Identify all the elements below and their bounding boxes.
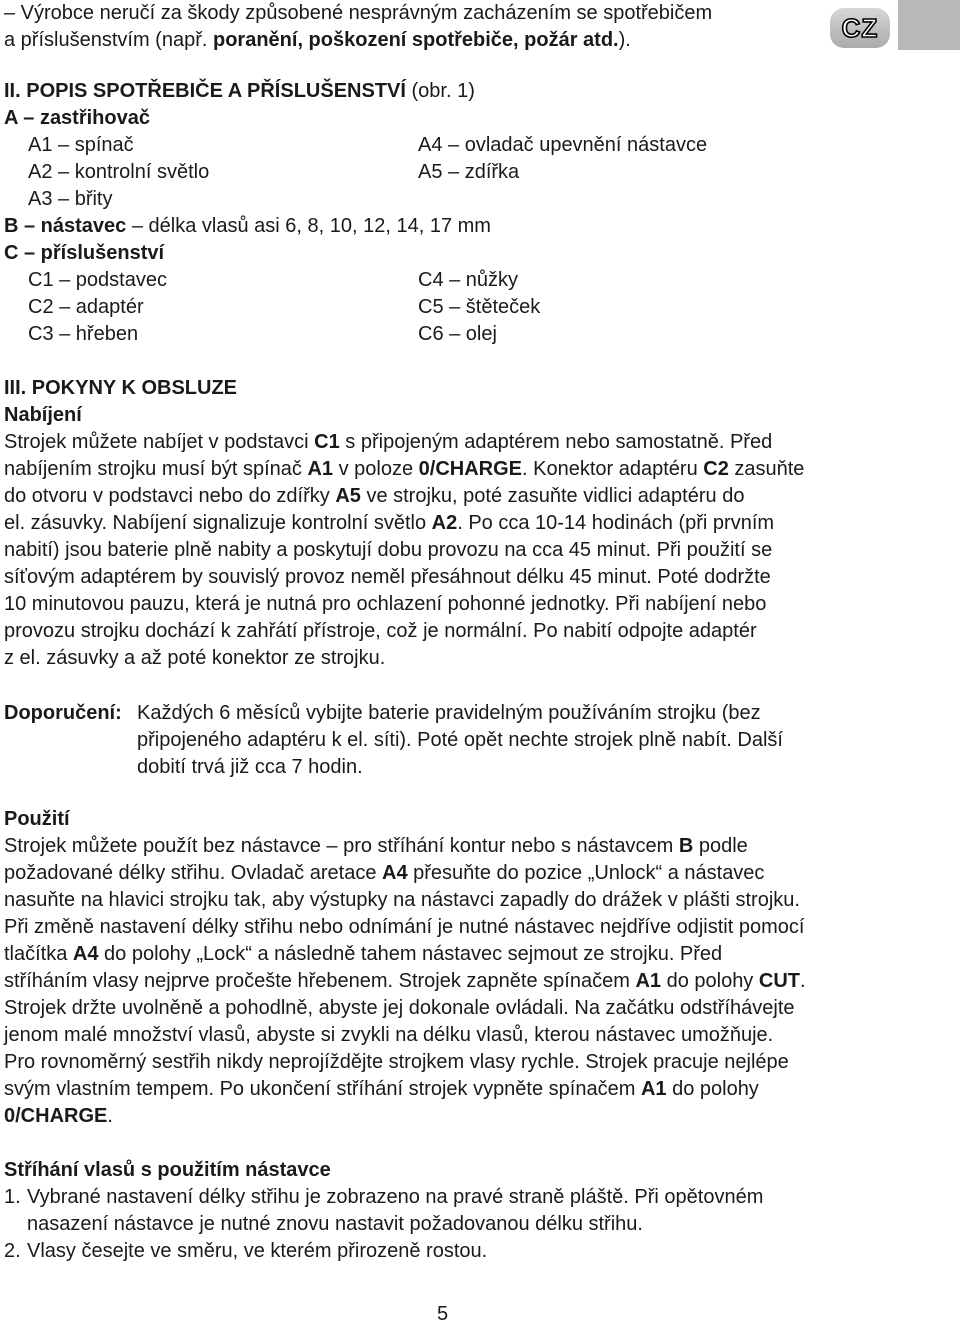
- charging-line-8: provozu strojku dochází k zahřátí přístroje, což je normální. Po nabití odpojte adaptér: [4, 620, 757, 642]
- section-3-title: III. POKYNY K OBSLUZE: [4, 377, 237, 399]
- charging-line-1: Strojek můžete nabíjet v podstavci C1 s připojeným adaptérem nebo samostatně. Před: [4, 431, 773, 453]
- accessory-c4: C4 – nůžky: [418, 269, 519, 291]
- language-badge: [830, 8, 890, 48]
- usage-line-5: tlačítka A4 do polohy „Lock“ a následně tahem nástavec sejmout ze strojku. Před: [4, 943, 723, 965]
- usage-line-11: 0/CHARGE.: [4, 1105, 113, 1127]
- page-number: 5: [437, 1303, 449, 1325]
- charging-title: Nabíjení: [4, 404, 82, 426]
- recommendation-line-2: připojeného adaptéru k el. síti). Poté opět nechte strojek plně nabít. Další: [137, 729, 783, 751]
- attachment-item-1-number: 1.: [4, 1186, 21, 1208]
- accessory-c1: C1 – podstavec: [28, 269, 167, 291]
- accessory-c3: C3 – hřeben: [28, 323, 139, 345]
- component-a5: A5 – zdířka: [418, 161, 520, 183]
- attachment-item-2-line-1: Vlasy česejte ve směru, ve kterém přirozeně rostou.: [27, 1240, 488, 1262]
- accessory-c2: C2 – adaptér: [28, 296, 144, 318]
- attachment-item-1-line-2: nasazení nástavce je nutné znovu nastavit požadovanou délku střihu.: [27, 1213, 643, 1235]
- charging-line-4: el. zásuvky. Nabíjení signalizuje kontrolní světlo A2. Po cca 10-14 hodinách (při prvním: [4, 512, 775, 534]
- component-a-label: A – zastřihovač: [4, 107, 150, 129]
- component-a1: A1 – spínač: [28, 134, 134, 156]
- accessory-c6: C6 – olej: [418, 323, 497, 345]
- attachment-item-2-number: 2.: [4, 1240, 21, 1262]
- usage-line-9: Pro rovnoměrný sestřih nikdy neprojíždějte strojkem vlasy rychle. Strojek pracuje nejlépe: [4, 1051, 789, 1073]
- charging-line-2: nabíjením strojku musí být spínač A1 v poloze 0/CHARGE. Konektor adaptéru C2 zasuňte: [4, 458, 805, 480]
- usage-title: Použití: [4, 808, 70, 830]
- charging-line-9: z el. zásuvky a až poté konektor ze strojku.: [4, 647, 386, 669]
- attachment-item-1-line-1: Vybrané nastavení délky střihu je zobrazeno na pravé straně pláště. Při opětovném: [27, 1186, 764, 1208]
- usage-line-6: stříháním vlasy nejprve pročešte hřebenem. Strojek zapněte spínačem A1 do polohy CUT.: [4, 970, 806, 992]
- component-b: B – nástavec – délka vlasů asi 6, 8, 10, 12, 14, 17 mm: [4, 215, 491, 237]
- intro-line-1: – Výrobce neručí za škody způsobené nesprávným zacházením se spotřebičem: [4, 2, 713, 24]
- charging-line-6: síťovým adaptérem by souvislý provoz neměl přesáhnout délku 45 minut. Poté dodržte: [4, 566, 771, 588]
- section-2-title: II. POPIS SPOTŘEBIČE A PŘÍSLUŠENSTVÍ (obr. 1): [4, 80, 475, 102]
- language-badge-label: CZ: [841, 12, 879, 43]
- component-c-label: C – příslušenství: [4, 242, 165, 264]
- usage-line-2: požadované délky střihu. Ovladač aretace A4 přesuňte do pozice „Unlock“ a nástavec: [4, 862, 765, 884]
- usage-line-10: svým vlastním tempem. Po ukončení stříhání strojek vypněte spínačem A1 do polohy: [4, 1078, 759, 1100]
- recommendation-label: Doporučení:: [4, 702, 122, 724]
- charging-line-3: do otvoru v podstavci nebo do zdířky A5 ve strojku, poté zasuňte vidlici adaptéru do: [4, 485, 745, 507]
- component-a3: A3 – břity: [28, 188, 113, 210]
- accessory-c5: C5 – štěteček: [418, 296, 541, 318]
- usage-line-8: jenom malé množství vlasů, abyste si zvykli na délku vlasů, kterou nástavec umožňuje.: [4, 1024, 774, 1046]
- usage-line-7: Strojek držte uvolněně a pohodlně, abyste jej dokonale ovládali. Na začátku odstříhávejte: [4, 997, 795, 1019]
- charging-line-7: 10 minutovou pauzu, která je nutná pro ochlazení pohonné jednotky. Při nabíjení nebo: [4, 593, 767, 615]
- attachment-title: Stříhání vlasů s použitím nástavce: [4, 1159, 331, 1181]
- usage-line-4: Při změně nastavení délky střihu nebo odnímání je nutné nástavec nejdříve odjistit pomocí: [4, 916, 805, 938]
- language-tab: [898, 0, 960, 50]
- usage-line-3: nasuňte na hlavici strojku tak, aby výstupky na nástavci zapadly do drážek v plášti strojku.: [4, 889, 800, 911]
- component-a2: A2 – kontrolní světlo: [28, 161, 210, 183]
- recommendation-line-1: Každých 6 měsíců vybijte baterie pravidelným používáním strojku (bez: [137, 702, 761, 724]
- recommendation-line-3: dobití trvá již cca 7 hodin.: [137, 756, 363, 778]
- usage-line-1: Strojek můžete použít bez nástavce – pro stříhání kontur nebo s nástavcem B podle: [4, 835, 748, 857]
- charging-line-5: nabití) jsou baterie plně nabity a poskytují dobu provozu na cca 45 minut. Při použití se: [4, 539, 773, 561]
- component-a4: A4 – ovladač upevnění nástavce: [418, 134, 708, 156]
- intro-line-2: a příslušenstvím (např. poranění, poškození spotřebiče, požár atd.).: [4, 29, 631, 51]
